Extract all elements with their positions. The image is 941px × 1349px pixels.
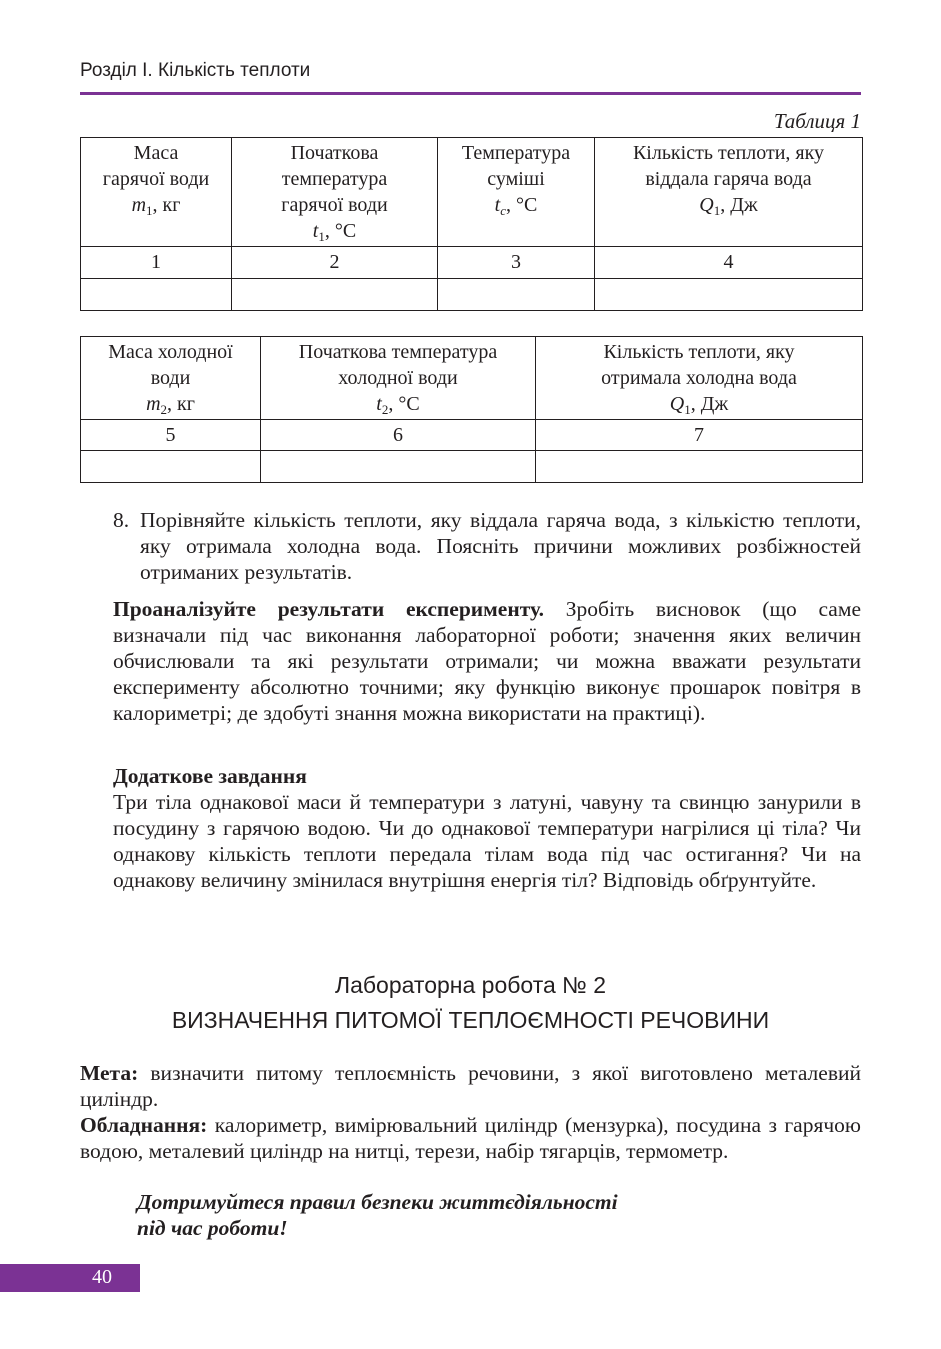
- analysis-text: Зробіть висновок (що саме визначали під час виконання лабораторної роботи; значення яких величин обчислювали та які результати отримали; чи можна вважати результати експерименту абсолютно точними; яку функцію виконує прошарок повітря в калориметрі; де здобуті знання можна використати на практиці).: [113, 597, 861, 725]
- safety-line: під час роботи!: [137, 1216, 288, 1240]
- header-cell: Маса гарячої води $m_1$, кг: [81, 138, 232, 247]
- column-number: 4: [595, 247, 863, 279]
- empty-cell[interactable]: [261, 451, 536, 483]
- running-header: Розділ І. Кількість теплоти: [80, 60, 311, 81]
- column-number: 2: [232, 247, 438, 279]
- goal-text: визначити питому теплоємність речовини, з якої виготовлено металевий циліндр.: [80, 1061, 861, 1111]
- analysis-paragraph: [113, 596, 861, 726]
- table-number-row: [81, 420, 863, 451]
- header-rule: [80, 92, 861, 95]
- extra-task-title: Додаткове завдання: [113, 764, 307, 788]
- list-item-8: [113, 507, 861, 585]
- column-number: 3: [438, 247, 595, 279]
- column-number: 1: [81, 247, 232, 279]
- table-header-row: [81, 337, 863, 420]
- column-number: 7: [536, 420, 863, 451]
- header-cell: Кількість теплоти, яку отримала холодна вода $Q_1$, Дж: [536, 337, 863, 420]
- header-cell: Кількість теплоти, яку віддала гаряча вода $Q_1$, Дж: [595, 138, 863, 247]
- list-item-text: Порівняйте кількість теплоти, яку віддала гаряча вода, з кількістю теплоти, яку отримала холодна вода. Поясніть причини можливих розбіжностей отриманих результатів.: [140, 508, 861, 584]
- column-number: 6: [261, 420, 536, 451]
- goal-paragraph: [80, 1060, 861, 1112]
- header-cell: Початкова температура холодної води $t_2$, °С: [261, 337, 536, 420]
- table-cold-water: [80, 336, 863, 483]
- table-header-row: [81, 138, 863, 247]
- empty-cell[interactable]: [438, 279, 595, 311]
- equipment-text: калориметр, вимірювальний циліндр (мензурка), посудина з гарячою водою, металевий циліндр на нитці, терези, набір тягарців, термометр.: [80, 1113, 861, 1163]
- header-cell: Маса холодної води $m_2$, кг: [81, 337, 261, 420]
- safety-line: Дотримуйтеся правил безпеки життєдіяльності: [137, 1190, 618, 1214]
- table-number-row: [81, 247, 863, 279]
- table-hot-water: [80, 137, 863, 311]
- page-number: 40: [92, 1266, 112, 1288]
- table-caption: Таблиця 1: [773, 109, 861, 133]
- empty-cell[interactable]: [81, 279, 232, 311]
- safety-note: [137, 1189, 837, 1241]
- lab-number: Лабораторна робота № 2: [334, 972, 607, 998]
- empty-cell[interactable]: [232, 279, 438, 311]
- extra-task-text: Три тіла однакової маси й температури з латуні, чавуну та свинцю занурили в посудину з гарячою водою. Чи до однакової температури нагрілися ці тіла? Чи однакову кількість теплоти передала тілам вода під час остигання? Чи на однакову величину змінилася внутрішня енергія тіл? Відповідь обґрунтуйте.: [113, 790, 861, 892]
- goal-label: Мета:: [80, 1061, 139, 1085]
- table-empty-row: [81, 279, 863, 311]
- equipment-paragraph: [80, 1112, 861, 1164]
- empty-cell[interactable]: [536, 451, 863, 483]
- analysis-lead: Проаналізуйте результати експерименту.: [113, 597, 544, 621]
- column-number: 5: [81, 420, 261, 451]
- table-empty-row: [81, 451, 863, 483]
- list-item-number: 8.: [113, 508, 130, 532]
- equipment-label: Обладнання:: [80, 1113, 208, 1137]
- lab-title: ВИЗНАЧЕННЯ ПИТОМОЇ ТЕПЛОЄМНОСТІ РЕЧОВИНИ: [171, 1007, 770, 1033]
- empty-cell[interactable]: [595, 279, 863, 311]
- empty-cell[interactable]: [81, 451, 261, 483]
- header-cell: Початкова температура гарячої води $t_1$, °С: [232, 138, 438, 247]
- header-cell: Температура суміші $t_c$, °С: [438, 138, 595, 247]
